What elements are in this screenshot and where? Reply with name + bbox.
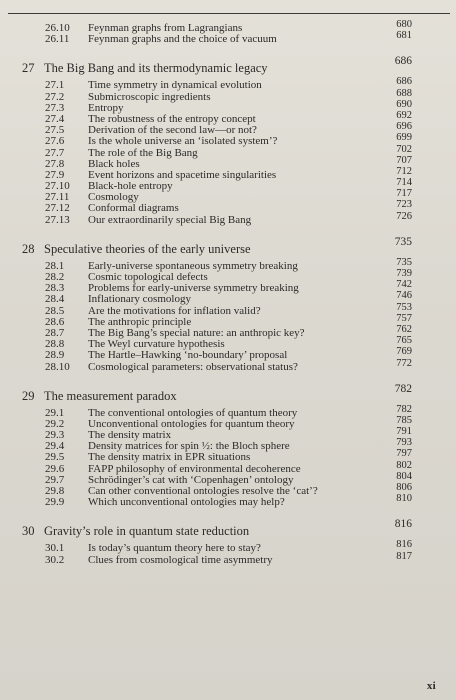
section-number: 27.9 [45,168,65,181]
page-number: 785 [396,414,412,426]
section-title: Is today’s quantum theory here to stay? [88,542,261,555]
chapter-number: 27 [22,61,35,76]
section-title: Submicroscopic ingredients [88,90,211,103]
section-number: 28.2 [45,271,65,283]
chapter-entries [0,403,456,509]
chapter-page-number: 686 [394,55,412,68]
page-number: 686 [396,76,412,88]
page-number: 765 [396,335,412,347]
section-title: The role of the Big Bang [88,146,198,159]
section-title: Early-universe spontaneous symmetry breaking [88,259,298,272]
chapter-page-number: 782 [394,382,412,395]
page-number: 769 [396,346,412,358]
page-number: 702 [396,143,412,155]
page-number: 723 [396,199,412,211]
chapter-29 [0,382,456,509]
toc-entry [0,199,456,215]
section-title: The density matrix in EPR situations [88,451,251,464]
section-number: 28.8 [45,338,65,351]
chapter-entries [0,76,456,226]
chapter-entries [0,256,456,373]
page-number: 772 [396,357,412,369]
page-number: 802 [396,459,412,471]
section-title: The Hartle–Hawking ‘no-boundary’ proposal [88,349,288,362]
section-title: Derivation of the second law—or not? [88,124,257,137]
chapter-page-number: 735 [394,235,412,248]
page-number: 696 [396,121,412,133]
section-number: 27.7 [45,146,65,159]
section-title: Entropy [88,101,124,114]
section-number: 30.2 [45,553,65,566]
toc-entry [0,414,456,430]
section-number: 29.9 [45,496,65,509]
toc-entry [0,87,456,103]
section-title: Black-hole entropy [88,180,173,193]
page-number: 757 [396,312,412,324]
section-number: 28.10 [45,360,70,373]
section-title: The Big Bang’s special nature: an anthropic key? [88,326,305,339]
section-number: 29.4 [45,440,65,453]
chapter-27 [0,57,456,225]
section-number: 29.2 [45,417,65,430]
chapter-number: 29 [22,388,35,403]
section-number: 27.3 [45,101,65,114]
toc-entry [0,210,456,226]
chapter-title: The measurement paradox [44,388,177,403]
section-title: Conformal diagrams [88,202,179,215]
section-number: 26.11 [45,33,70,46]
page-number: 806 [396,482,412,493]
toc-entry [0,357,456,373]
section-number: 26.10 [45,22,70,34]
section-title: Cosmic topological defects [88,271,208,283]
page-number: 746 [396,290,412,302]
section-title: Problems for early-universe symmetry breaking [88,282,299,295]
page-number: 726 [396,210,412,222]
section-number: 27.1 [45,79,65,92]
section-title: Inflationary cosmology [88,293,191,306]
section-number: 27.8 [45,157,65,170]
section-title: The anthropic principle [88,315,192,328]
toc-entry [0,550,456,566]
chapter-heading [0,57,456,79]
page-number: 688 [396,87,412,99]
section-number: 27.2 [45,90,65,103]
chapter-heading [0,235,456,260]
toc-entry [0,301,456,317]
chapter-number: 28 [22,241,35,256]
section-number: 27.6 [45,135,65,148]
toc-entry [0,76,456,92]
section-title: Can other conventional ontologies resolve the ‘cat’? [88,485,318,497]
page-number: 742 [396,279,412,291]
section-title: Density matrices for spin ½: the Bloch sphere [88,440,290,453]
chapter-entries [0,539,456,566]
section-number: 27.13 [45,213,70,226]
chapter-page-number: 816 [394,518,412,531]
section-title: Are the motivations for inflation valid? [88,304,261,317]
section-number: 27.5 [45,124,65,137]
chapter-title: The Big Bang and its thermodynamic legacy [44,61,268,76]
toc-entry [0,290,456,306]
section-number: 29.3 [45,429,65,442]
section-title: The conventional ontologies of quantum theory [88,406,298,419]
table-of-contents [0,19,456,566]
page-number: 793 [396,437,412,449]
section-title: Event horizons and spacetime singularities [88,168,277,181]
section-title: The density matrix [88,429,172,442]
section-title: Feynman graphs and the choice of vacuum [88,33,277,46]
toc-entry [0,279,456,295]
section-title: Time symmetry in dynamical evolution [88,79,262,92]
chapter-28 [0,235,456,373]
toc-entry [0,132,456,148]
page-number: 712 [396,165,412,177]
page-number: 680 [396,19,412,30]
section-title: Which unconventional ontologies may help? [88,496,285,509]
chapter-heading [0,520,456,542]
page-number: 817 [396,550,412,562]
page-number: 762 [396,323,412,335]
pre-entries [0,19,456,46]
chapter-heading [0,382,456,407]
chapter-30 [0,520,456,565]
section-number: 27.12 [45,202,70,215]
section-title: Feynman graphs from Lagrangians [88,22,243,34]
page-number: 690 [396,98,412,110]
section-title: The robustness of the entropy concept [88,112,256,125]
toc-entry [0,256,456,272]
chapter-number: 30 [22,524,35,539]
page-number: 717 [396,188,412,200]
page-number: 714 [396,177,412,189]
page-number: 810 [396,493,412,505]
toc-entry [0,143,456,159]
section-title: Cosmological parameters: observational status? [88,360,298,373]
section-number: 29.1 [45,406,65,419]
section-number: 28.4 [45,293,65,306]
section-number: 29.6 [45,462,65,475]
section-number: 30.1 [45,542,65,555]
toc-entry [0,323,456,339]
section-number: 27.10 [45,180,70,193]
section-title: Our extraordinarily special Big Bang [88,213,252,226]
section-title: The Weyl curvature hypothesis [88,338,225,351]
page-number: 681 [396,30,412,42]
section-title: Cosmology [88,191,139,204]
section-number: 29.7 [45,473,65,486]
section-number: 27.11 [45,191,70,204]
page-number: 753 [396,301,412,313]
page-number: 699 [396,132,412,144]
page-number: 797 [396,448,412,460]
toc-entry [0,30,456,46]
section-number: 28.1 [45,259,65,272]
page-number: 707 [396,154,412,166]
page-number: 692 [396,109,412,121]
section-number: 28.5 [45,304,65,317]
section-title: Unconventional ontologies for quantum theory [88,417,295,430]
section-number: 28.7 [45,326,65,339]
page-number: 804 [396,470,412,482]
toc-entry [0,448,456,464]
section-number: 29.5 [45,451,65,464]
section-title: Schrödinger’s cat with ‘Copenhagen’ ontology [88,473,294,486]
section-title: FAPP philosophy of environmental decoherence [88,462,301,475]
section-title: Black holes [88,157,140,170]
toc-entry [0,539,456,555]
section-title: Is the whole universe an ‘isolated system’? [88,135,278,148]
page-number: 791 [396,426,412,438]
toc-entry [0,346,456,362]
page-folio: xi [426,680,436,692]
chapter-title: Speculative theories of the early universe [44,241,251,256]
section-number: 27.4 [45,112,65,125]
page-number: 735 [396,256,412,268]
toc-entry [0,493,456,509]
section-number: 28.6 [45,315,65,328]
section-number: 29.8 [45,485,65,497]
page-number: 816 [396,539,412,551]
chapter-title: Gravity’s role in quantum state reduction [44,524,250,539]
section-title: Clues from cosmological time asymmetry [88,553,273,566]
section-number: 28.3 [45,282,65,295]
page-number: 782 [396,403,412,415]
section-number: 28.9 [45,349,65,362]
top-rule [8,13,450,14]
page-number: 739 [396,268,412,279]
